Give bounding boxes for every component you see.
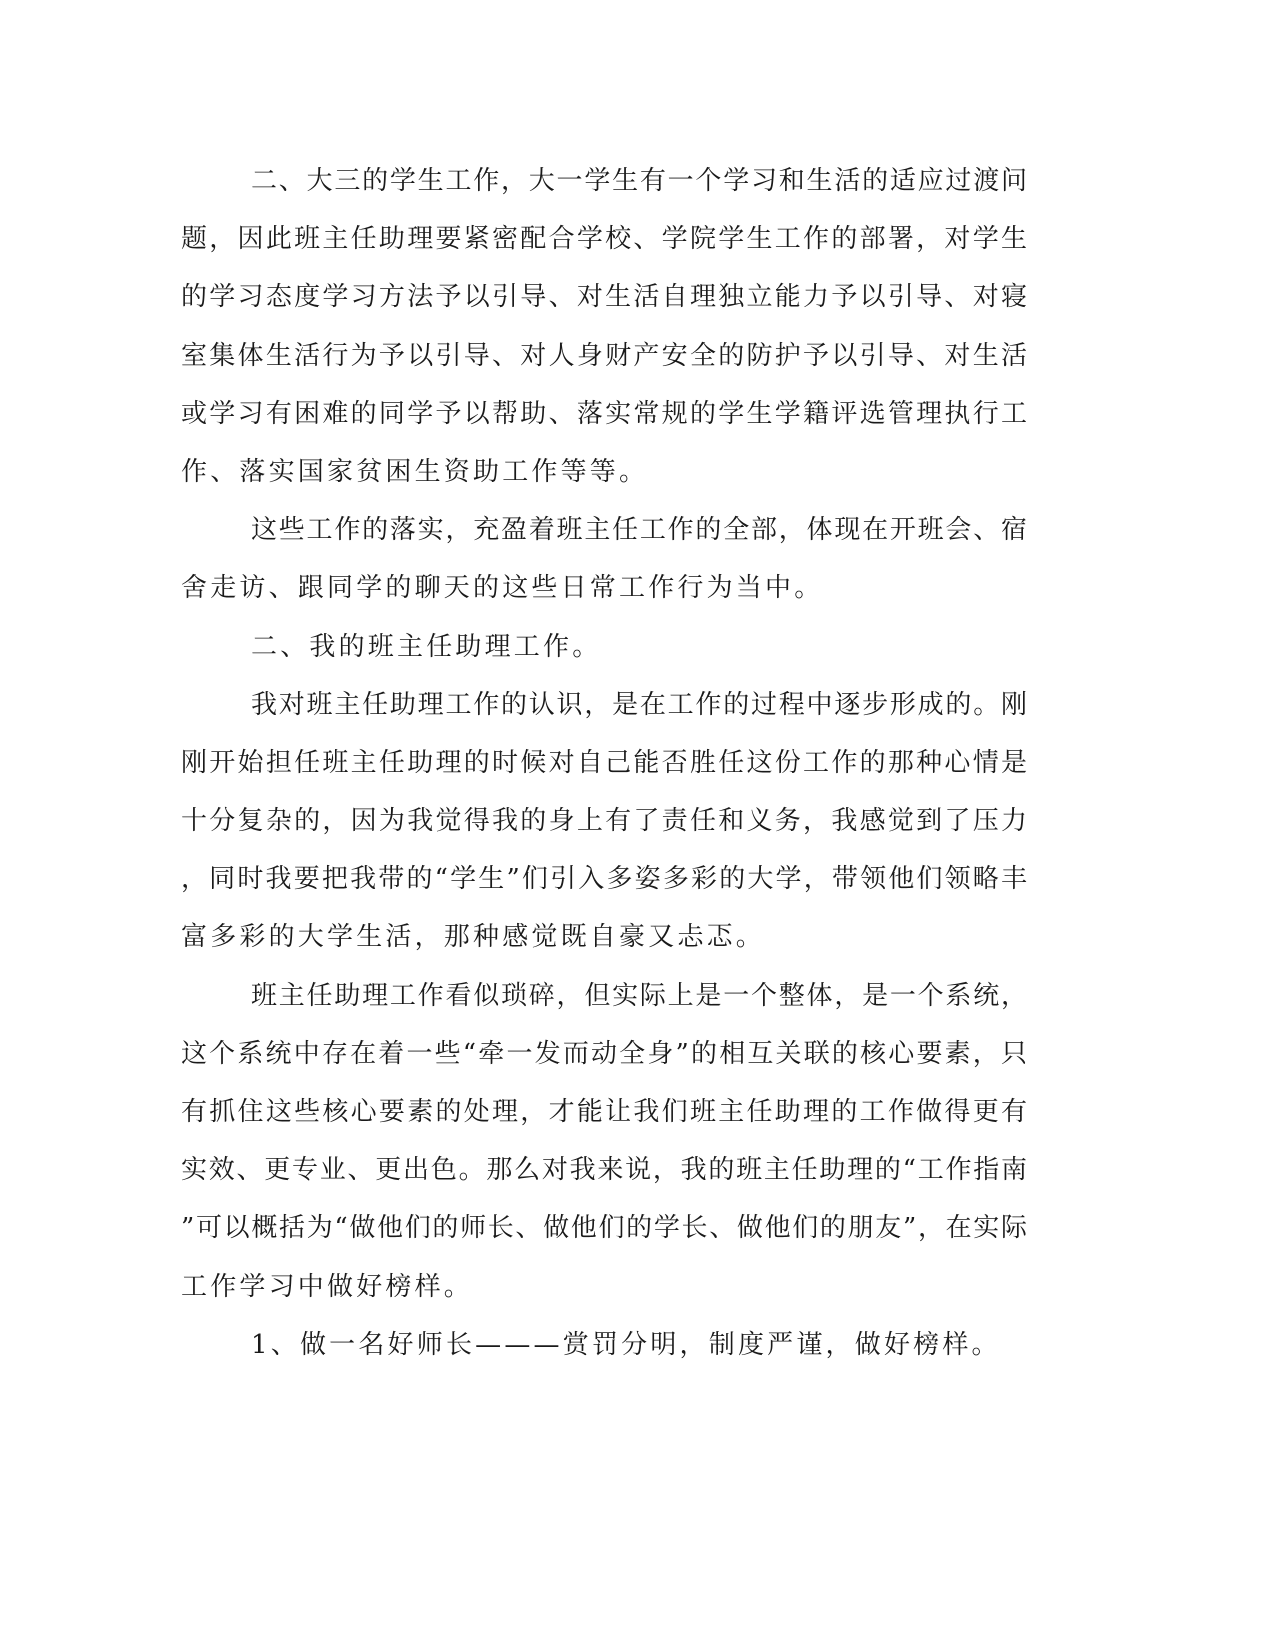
text-line: 我对班主任助理工作的认识，是在工作的过程中逐步形成的。刚 [251, 689, 1027, 720]
text-line: 题，因此班主任助理要紧密配合学校、学院学生工作的部署，对学生 [181, 224, 1027, 255]
body-text [181, 152, 1027, 1374]
text-line: 工作学习中做好榜样。 [181, 1271, 474, 1302]
text-line: 班主任助理工作看似琐碎，但实际上是一个整体，是一个系统， [251, 980, 1027, 1011]
text-line: ”可以概括为“做他们的师长、做他们的学长、做他们的朋友”，在实际 [181, 1213, 1027, 1244]
text-line: 这些工作的落实，充盈着班主任工作的全部，体现在开班会、宿 [251, 515, 1027, 546]
text-line: 作、落实国家贫困生资助工作等等。 [181, 456, 649, 487]
text-line: 有抓住这些核心要素的处理，才能让我们班主任助理的工作做得更有 [181, 1097, 1027, 1127]
text-line: 实效、更专业、更出色。那么对我来说，我的班主任助理的“工作指南 [181, 1155, 1027, 1186]
text-line: 的学习态度学习方法予以引导、对生活自理独立能力予以引导、对寝 [181, 282, 1027, 313]
text-line: 或学习有困难的同学予以帮助、落实常规的学生学籍评选管理执行工 [181, 398, 1027, 429]
text-line: ，同时我要把我带的“学生”们引入多姿多彩的大学，带领他们领略丰 [181, 864, 1027, 895]
text-line: 1、做一名好师长———赏罚分明，制度严谨，做好榜样。 [251, 1329, 1001, 1360]
text-line: 刚开始担任班主任助理的时候对自己能否胜任这份工作的那种心情是 [181, 747, 1027, 778]
text-line: 室集体生活行为予以引导、对人身财产安全的防护予以引导、对生活 [181, 340, 1027, 371]
text-line: 二、大三的学生工作，大一学生有一个学习和生活的适应过渡问 [251, 166, 1027, 196]
text-line: 十分复杂的，因为我觉得我的身上有了责任和义务，我感觉到了压力 [181, 806, 1027, 837]
text-line: 富多彩的大学生活，那种感觉既自豪又忐忑。 [181, 922, 766, 953]
text-line: 舍走访、跟同学的聊天的这些日常工作行为当中。 [181, 573, 824, 604]
text-line: 二、我的班主任助理工作。 [251, 631, 602, 662]
text-line: 这个系统中存在着一些“牵一发而动全身”的相互关联的核心要素，只 [181, 1038, 1027, 1069]
